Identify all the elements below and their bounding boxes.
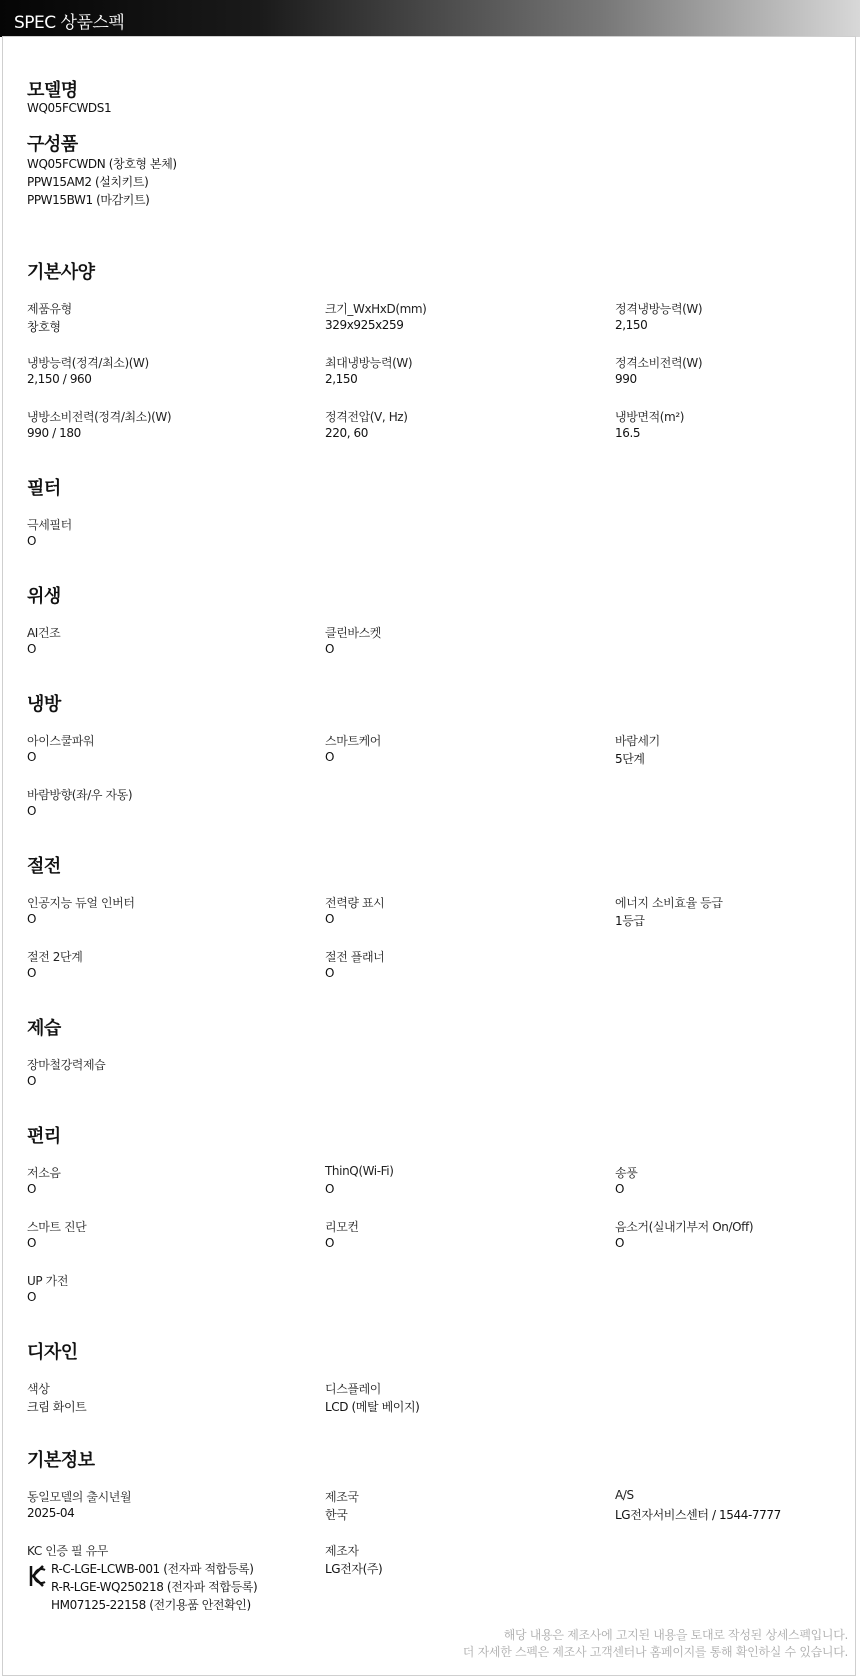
section-title-cooling: 냉방 xyxy=(27,694,61,715)
spec-label: UP 가전 xyxy=(27,1274,69,1288)
spec-value: O xyxy=(27,966,37,980)
spec-value: O xyxy=(27,1074,37,1088)
spec-label: 리모컨 xyxy=(325,1220,359,1234)
section-title-hygiene: 위생 xyxy=(27,586,61,607)
spec-label: 정격전압(V, Hz) xyxy=(325,410,408,424)
page-title: SPEC 상품스펙 xyxy=(14,13,125,33)
spec-value: 1등급 xyxy=(615,914,645,928)
spec-label: 색상 xyxy=(27,1382,50,1396)
spec-label: 바람세기 xyxy=(615,734,660,748)
spec-label: 동일모델의 출시년월 xyxy=(27,1490,132,1504)
spec-label: 극세필터 xyxy=(27,518,72,532)
kc-cert-line: R-R-LGE-WQ250218 (전자파 적합등록) xyxy=(51,1580,258,1594)
spec-value: O xyxy=(27,750,37,764)
section-title-components: 구성품 xyxy=(27,134,78,155)
spec-label: 전력량 표시 xyxy=(325,896,385,910)
spec-value: O xyxy=(27,1236,37,1250)
kc-mark-icon xyxy=(29,1564,47,1588)
spec-label: 인공지능 듀얼 인버터 xyxy=(27,896,135,910)
spec-value: O xyxy=(615,1236,625,1250)
maker-value: LG전자(주) xyxy=(325,1562,383,1576)
spec-value: O xyxy=(27,912,37,926)
spec-value: O xyxy=(325,966,335,980)
spec-value: O xyxy=(325,1236,335,1250)
section-title-convenience: 편리 xyxy=(27,1126,61,1147)
spec-label: 냉방소비전력(정격/최소)(W) xyxy=(27,410,172,424)
section-title-filter: 필터 xyxy=(27,478,61,499)
section-title-model: 모델명 xyxy=(27,80,78,101)
spec-value: O xyxy=(325,642,335,656)
spec-value: 329x925x259 xyxy=(325,318,404,332)
spec-label: 저소음 xyxy=(27,1166,61,1180)
spec-value: 990 xyxy=(615,372,637,386)
footer-note: 해당 내용은 제조사에 고지된 내용을 토대로 작성된 상세스펙입니다. xyxy=(503,1628,848,1642)
spec-label: AI건조 xyxy=(27,626,61,640)
model-value: WQ05FCWDS1 xyxy=(27,101,112,115)
maker-label: 제조자 xyxy=(325,1544,359,1558)
kc-label: KC 인증 필 유무 xyxy=(27,1544,108,1558)
spec-label: 정격냉방능력(W) xyxy=(615,302,703,316)
spec-label: 크기_WxHxD(mm) xyxy=(325,302,427,316)
spec-value: LG전자서비스센터 / 1544-7777 xyxy=(615,1508,781,1522)
spec-value: 990 / 180 xyxy=(27,426,81,440)
spec-label: 제조국 xyxy=(325,1490,359,1504)
spec-value: 2,150 xyxy=(615,318,648,332)
spec-value: O xyxy=(325,912,335,926)
spec-label: 냉방능력(정격/최소)(W) xyxy=(27,356,149,370)
component-item: PPW15BW1 (마감키트) xyxy=(27,193,150,207)
section-title-info: 기본정보 xyxy=(27,1450,95,1471)
spec-value: 16.5 xyxy=(615,426,641,440)
section-title-design: 디자인 xyxy=(27,1342,78,1363)
spec-label: 스마트 진단 xyxy=(27,1220,87,1234)
header-bar xyxy=(0,0,860,37)
spec-label: 절전 플래너 xyxy=(325,950,385,964)
spec-label: 음소거(실내기부저 On/Off) xyxy=(615,1220,754,1234)
spec-frame xyxy=(2,36,856,1676)
spec-value: 220, 60 xyxy=(325,426,369,440)
spec-label: 최대냉방능력(W) xyxy=(325,356,413,370)
spec-value: 2,150 xyxy=(325,372,358,386)
spec-label: 바람방향(좌/우 자동) xyxy=(27,788,133,802)
spec-label: 에너지 소비효율 등급 xyxy=(615,896,723,910)
section-title-saving: 절전 xyxy=(27,856,61,877)
spec-value: 2,150 / 960 xyxy=(27,372,92,386)
component-item: PPW15AM2 (설치키트) xyxy=(27,175,149,189)
spec-value: O xyxy=(325,750,335,764)
spec-label: 제품유형 xyxy=(27,302,72,316)
spec-label: 절전 2단계 xyxy=(27,950,83,964)
spec-label: 장마철강력제습 xyxy=(27,1058,106,1072)
spec-value: O xyxy=(27,1182,37,1196)
component-item: WQ05FCWDN (창호형 본체) xyxy=(27,157,177,171)
spec-label: ThinQ(Wi-Fi) xyxy=(325,1164,394,1178)
spec-label: 디스플레이 xyxy=(325,1382,381,1396)
spec-value: 2025-04 xyxy=(27,1506,75,1520)
spec-label: 정격소비전력(W) xyxy=(615,356,703,370)
spec-label: 송풍 xyxy=(615,1166,638,1180)
kc-cert-line: R-C-LGE-LCWB-001 (전자파 적합등록) xyxy=(51,1562,254,1576)
spec-label: 스마트케어 xyxy=(325,734,381,748)
spec-value: O xyxy=(615,1182,625,1196)
section-title-basic: 기본사양 xyxy=(27,262,95,283)
spec-value: O xyxy=(325,1182,335,1196)
spec-value: O xyxy=(27,1290,37,1304)
section-title-dehumid: 제습 xyxy=(27,1018,61,1039)
spec-label: 냉방면적(m²) xyxy=(615,410,685,424)
spec-value: LCD (메탈 베이지) xyxy=(325,1400,420,1414)
spec-label: A/S xyxy=(615,1488,634,1502)
spec-value: 크림 화이트 xyxy=(27,1400,87,1414)
footer-note: 더 자세한 스펙은 제조사 고객센터나 홈페이지를 통해 확인하실 수 있습니다. xyxy=(462,1645,848,1659)
spec-value: O xyxy=(27,534,37,548)
spec-value: 5단계 xyxy=(615,752,645,766)
spec-value: O xyxy=(27,642,37,656)
spec-label: 아이스쿨파워 xyxy=(27,734,95,748)
kc-cert-line: HM07125-22158 (전기용품 안전확인) xyxy=(51,1598,251,1612)
spec-value: 창호형 xyxy=(27,320,61,334)
spec-label: 클린바스켓 xyxy=(325,626,381,640)
spec-value: 한국 xyxy=(325,1508,348,1522)
spec-value: O xyxy=(27,804,37,818)
